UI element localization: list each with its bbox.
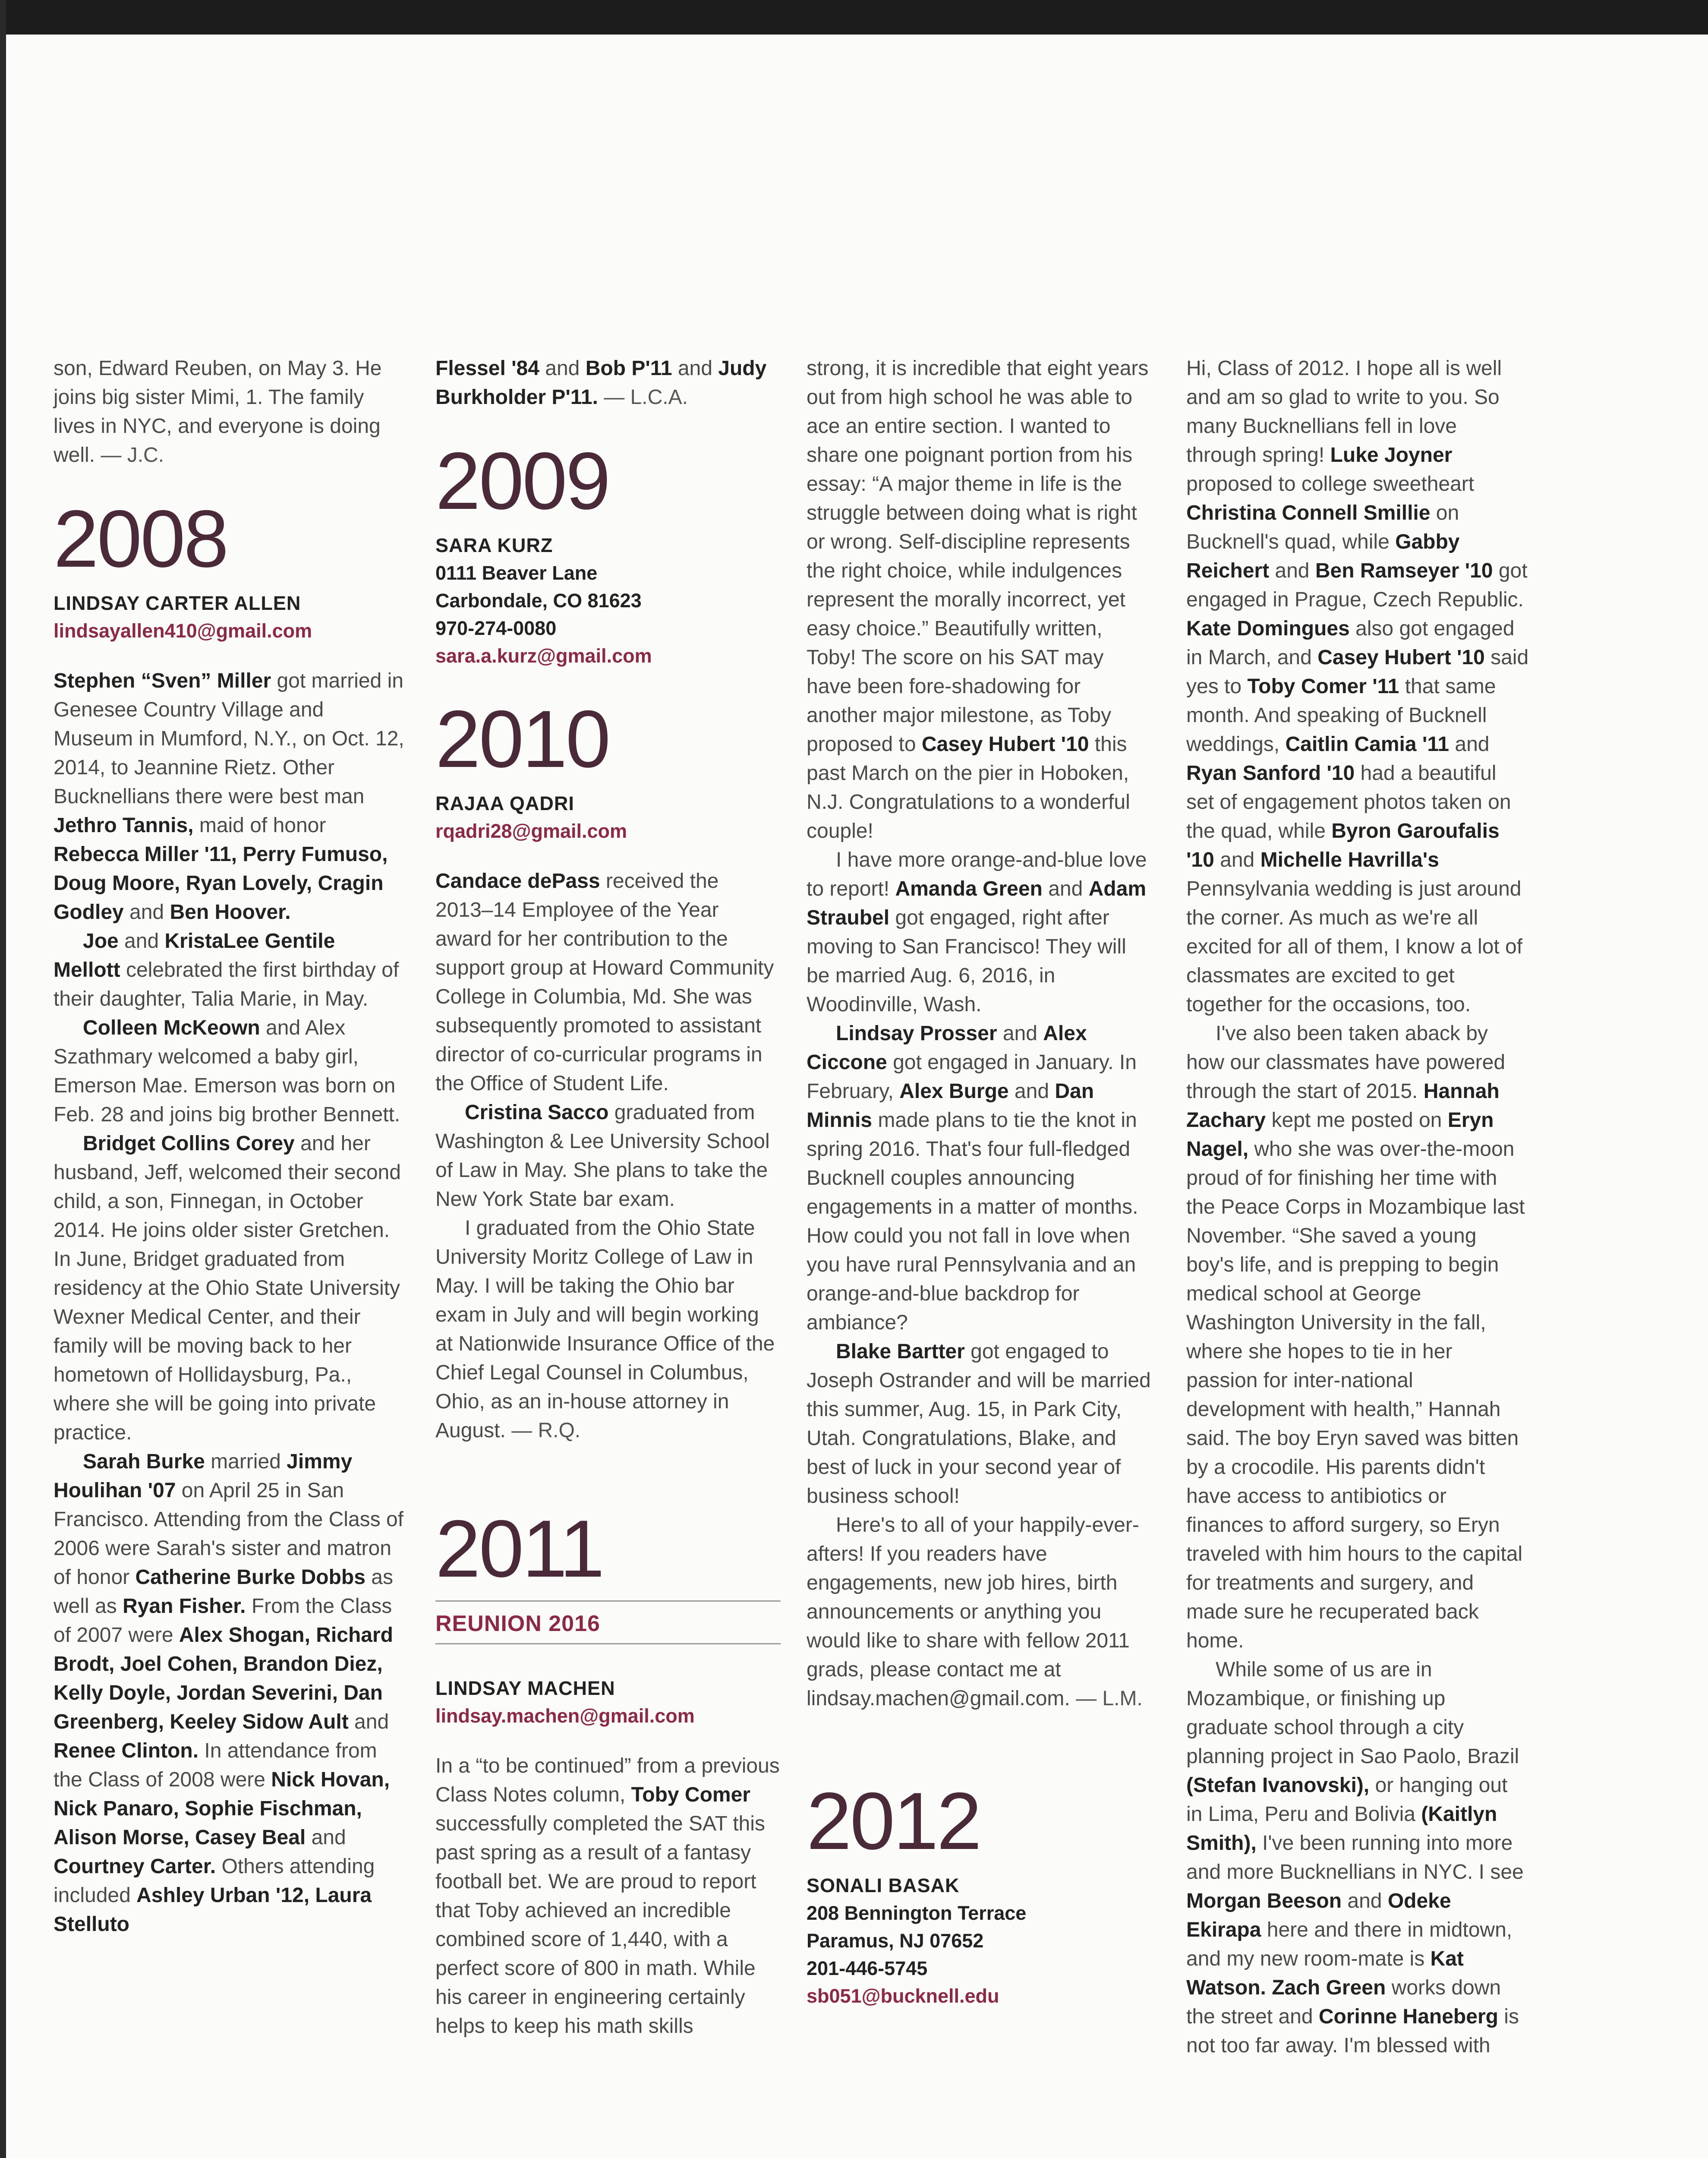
column-2 bbox=[435, 354, 781, 2041]
continued-paragraph: Flessel '84 and Bob P'11 and Judy Burkholder P'11. — L.C.A. bbox=[435, 357, 767, 409]
class-year-heading: 2011 bbox=[435, 1503, 603, 1594]
author-initials: — L.C.A. bbox=[598, 386, 688, 409]
correspondent-name: RAJAA QADRI bbox=[435, 792, 574, 814]
class-correspondent bbox=[807, 1872, 1152, 2010]
note-paragraph: Hi, Class of 2012. I hope all is well and am so glad to write to you. So many Bucknellians fell in love through spring! Luke Joyner proposed to college sweetheart Christina Connell Smillie on Bucknell's quad, while Gabby Reichert and Ben Ramseyer '10 got engaged in Prague, Czech Republic. Kate Domingues also got engaged in March, and Casey Hubert '10 said yes to Toby Comer '11 that same month. And speaking of Bucknell weddings, Caitlin Camia '11 and Ryan Sanford '10 had a beautiful set of engagement photos taken on the quad, while Byron Garoufalis '10 and Michelle Havrilla's Pennsylvania wedding is just around the corner. As much as we're all excited for all of them, I know a lot of classmates are excited to get together for the occasions, too. bbox=[1186, 357, 1529, 1016]
divider bbox=[435, 1600, 781, 1602]
correspondent-address: 0111 Beaver Lane bbox=[435, 562, 598, 584]
correspondent-phone: 201-446-5745 bbox=[807, 1957, 928, 1979]
note-paragraph: I've also been taken aback by how our classmates have powered through the start of 2015. Hannah Zachary kept me posted on Eryn Nagel, who she was over-the-moon proud of for finishing her time with the Peace Corps in Mozambique last November. “She saved a young boy's life, and is prepping to begin medical school at George Washington University in the fall, where she hopes to tie in her passion for inter-national development with health,” Hannah said. The boy Eryn saved was bitten by a crocodile. His parents didn't have access to antibiotics or finances to afford surgery, so Eryn traveled with him hours to the capital for treatments and surgery, and made sure he recuperated back home. bbox=[1186, 1022, 1525, 1652]
correspondent-name: LINDSAY CARTER ALLEN bbox=[54, 592, 301, 614]
correspondent-name: SONALI BASAK bbox=[807, 1874, 960, 1896]
note-paragraph: I have more orange-and-blue love to report! Amanda Green and Adam Straubel got engaged, right after moving to San Francisco! They will be married Aug. 6, 2016, in Woodinville, Wash. bbox=[807, 849, 1147, 1016]
note-paragraph: Cristina Sacco graduated from Washington & Lee University School of Law in May. She plans to take the New York State bar exam. bbox=[435, 1101, 770, 1211]
note-paragraph: Colleen McKeown and Alex Szathmary welcomed a baby girl, Emerson Mae. Emerson was born on Feb. 28 and joins big brother Bennett. bbox=[54, 1016, 400, 1126]
correspondent-email[interactable]: sb051@bucknell.edu bbox=[807, 1985, 999, 2007]
correspondent-email[interactable]: lindsayallen410@gmail.com bbox=[54, 620, 312, 642]
note-paragraph: Joe and KristaLee Gentile Mellott celebrated the first birthday of their daughter, Talia Marie, in May. bbox=[54, 930, 399, 1010]
note-paragraph: Stephen “Sven” Miller got married in Genesee Country Village and Museum in Mumford, N.Y., on Oct. 12, 2014, to Jeannine Rietz. Other Bucknellians there were best man Jethro Tannis, maid of honor Rebecca Miller '11, Perry Fumuso, Doug Moore, Ryan Lovely, Cragin Godley and Ben Hoover. bbox=[54, 669, 404, 924]
author-initials: — J.C. bbox=[95, 444, 164, 467]
column-3 bbox=[807, 354, 1152, 2032]
note-paragraph: Lindsay Prosser and Alex Ciccone got engaged in January. In February, Alex Burge and Dan Minnis made plans to tie the knot in spring 2016. That's four full-fledged Bucknell couples announcing engagements in a matter of months. How could you not fall in love when you have rural Pennsylvania and an orange-and-blue backdrop for ambiance? bbox=[807, 1022, 1138, 1334]
note-paragraph: Blake Bartter got engaged to Joseph Ostrander and will be married this summer, Aug. 15, in Park City, Utah. Congratulations, Blake, and best of luck in your second year of business school! bbox=[807, 1340, 1151, 1508]
class-correspondent bbox=[54, 590, 407, 645]
class-year-heading: 2010 bbox=[435, 694, 609, 784]
correspondent-name: SARA KURZ bbox=[435, 534, 553, 556]
note-paragraph: While some of us are in Mozambique, or finishing up graduate school through a city planning project in Sao Paolo, Brazil (Stefan Ivanovski), or hanging out in Lima, Peru and Bolivia (Kaitlyn Smith), I've been running into more and more Bucknellians in NYC. I see Morgan Beeson and Odeke Ekirapa here and there in midtown, and my new room-mate is Kat Watson. Zach Green works down the street and Corinne Haneberg is not too far away. I'm blessed with bbox=[1186, 1658, 1524, 2057]
reunion-label: REUNION 2016 bbox=[435, 1604, 781, 1644]
correspondent-address: 208 Bennington Terrace bbox=[807, 1902, 1027, 1924]
author-initials: — R.Q. bbox=[505, 1419, 581, 1442]
continued-paragraph bbox=[54, 354, 407, 470]
scan-edge bbox=[0, 0, 6, 2158]
correspondent-email[interactable]: rqadri28@gmail.com bbox=[435, 820, 627, 842]
note-paragraph: In a “to be continued” from a previous Class Notes column, Toby Comer successfully completed the SAT this past spring as a result of a fantasy football bet. We are proud to report that Toby achieved an incredible combined score of 1,440, with a perfect score of 800 in math. While his career in engineering certainly helps to keep his math skills bbox=[435, 1754, 780, 2038]
note-paragraph: Bridget Collins Corey and her husband, Jeff, welcomed their second child, a son, Finnegan, in October 2014. He joins older sister Gretchen. In June, Bridget graduated from residency at the Ohio State University Wexner Medical Center, and their family will be moving back to her hometown of Hollidaysburg, Pa., where she will be going into private practice. bbox=[54, 1132, 401, 1444]
class-correspondent bbox=[435, 532, 781, 670]
class-correspondent bbox=[435, 1675, 781, 1730]
class-year-heading: 2008 bbox=[54, 493, 227, 584]
paragraph-text: son, Edward Reuben, on May 3. He joins big sister Mimi, 1. The family lives in NYC, and everyone is doing well. bbox=[54, 357, 382, 467]
class-correspondent bbox=[435, 790, 781, 845]
correspondent-email[interactable]: sara.a.kurz@gmail.com bbox=[435, 645, 652, 667]
correspondent-address: Paramus, NJ 07652 bbox=[807, 1930, 984, 1952]
correspondent-email[interactable]: lindsay.machen@gmail.com bbox=[435, 1705, 695, 1727]
class-year-heading: 2012 bbox=[807, 1776, 980, 1866]
note-paragraph: I graduated from the Ohio State University Moritz College of Law in May. I will be taking the Ohio bar exam in July and will begin working at Nationwide Insurance Office of the Chief Legal Counsel in Columbus, Ohio, as an in-house attorney in August. — R.Q. bbox=[435, 1217, 775, 1442]
note-paragraph: Candace dePass received the 2013–14 Employee of the Year award for her contribution to the support group at Howard Community College in Columbia, Md. She was subsequently promoted to assistant director of co-curricular programs in the Office of Student Life. bbox=[435, 870, 774, 1095]
note-paragraph: Here's to all of your happily-ever-afters! If you readers have engagements, new job hires, birth announcements or anything you would like to share with fellow 2011 grads, please contact me at lindsay.machen@gmail.com. — L.M. bbox=[807, 1514, 1143, 1710]
column-4 bbox=[1186, 354, 1529, 2060]
correspondent-phone: 970-274-0080 bbox=[435, 617, 557, 639]
magazine-page bbox=[6, 35, 1708, 2158]
continued-paragraph: strong, it is incredible that eight years out from high school he was able to ace an entire section. I wanted to share one poignant portion from his essay: “A major theme in life is the struggle between doing what is right or wrong. Self-discipline represents the right choice, while indulgences represent the morally incorrect, yet easy choice.” Beautifully written, Toby! The score on his SAT may have been fore-shadowing for another major milestone, as Toby proposed to Casey Hubert '10 this past March on the pier in Hoboken, N.J. Congratulations to a wonderful couple! bbox=[807, 357, 1149, 842]
correspondent-address: Carbondale, CO 81623 bbox=[435, 590, 642, 612]
column-1 bbox=[54, 354, 407, 1939]
class-year-heading: 2009 bbox=[435, 435, 609, 526]
correspondent-name: LINDSAY MACHEN bbox=[435, 1677, 615, 1699]
author-initials: — L.M. bbox=[1070, 1687, 1143, 1710]
note-paragraph: Sarah Burke married Jimmy Houlihan '07 on April 25 in San Francisco. Attending from the Class of 2006 were Sarah's sister and matron of honor Catherine Burke Dobbs as well as Ryan Fisher. From the Class of 2007 were Alex Shogan, Richard Brodt, Joel Cohen, Brandon Diez, Kelly Doyle, Jordan Severini, Dan Greenberg, Keeley Sidow Ault and Renee Clinton. In attendance from the Class of 2008 were Nick Hovan, Nick Panaro, Sophie Fischman, Alison Morse, Casey Beal and Courtney Carter. Others attending included Ashley Urban '12, Laura Stelluto bbox=[54, 1450, 404, 1936]
